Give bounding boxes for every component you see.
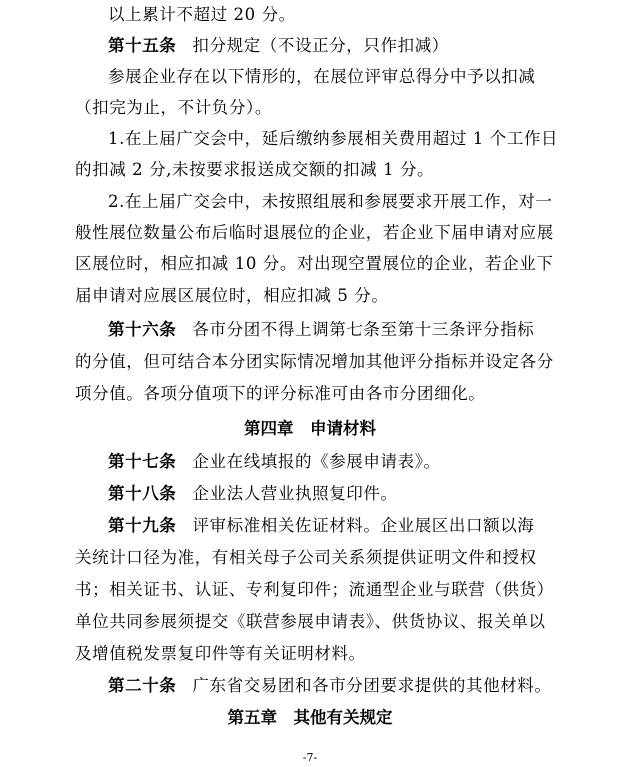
text-line: 的扣减 2 分,未按要求报送成交额的扣减 1 分。 bbox=[75, 160, 435, 179]
article-18 bbox=[108, 483, 547, 505]
text-line: 区展位时，相应扣减 10 分。对出现空置展位的企业，若企业下 bbox=[75, 254, 554, 273]
article-text: 企业法人营业执照复印件。 bbox=[192, 484, 398, 503]
chapter-heading: 第五章 其他有关规定 bbox=[227, 708, 393, 727]
article-title: 第十六条 bbox=[108, 320, 177, 339]
text-line: 1.在上届广交会中，延后缴纳参展相关费用超过 1 个工作日 bbox=[108, 129, 559, 148]
article-text: 扣分规定（不设正分，只作扣减） bbox=[192, 36, 449, 55]
article-text: 广东省交易团和各市分团要求提供的其他材料。 bbox=[192, 676, 552, 695]
text-line: 参展企业存在以下情形的，在展位评审总得分中予以扣减 bbox=[108, 67, 536, 86]
article-16 bbox=[108, 319, 547, 341]
article-title: 第十七条 bbox=[108, 452, 177, 471]
article-19 bbox=[108, 515, 547, 537]
text-line: 书；相关证书、认证、专利复印件；流通型企业与联营（供货） bbox=[75, 580, 554, 599]
text-line: 及增值税发票复印件等有关证明材料。 bbox=[75, 644, 366, 663]
text-line: 项分值。各项分值项下的评分标准可由各市分团细化。 bbox=[75, 384, 486, 403]
article-17 bbox=[108, 451, 547, 473]
article-text: 各市分团不得上调第七条至第十三条评分指标 bbox=[192, 320, 535, 339]
text-line: 的分值，但可结合本分团实际情况增加其他评分指标并设定各分 bbox=[75, 352, 554, 371]
text-line: 以上累计不超过 20 分。 bbox=[108, 5, 296, 24]
article-title: 第十八条 bbox=[108, 484, 177, 503]
article-20 bbox=[108, 675, 552, 697]
text-line: 关统计口径为准，有相关母子公司关系须提供证明文件和授权 bbox=[75, 548, 537, 567]
chapter-heading: 第四章 申请材料 bbox=[244, 419, 376, 438]
article-title: 第十五条 bbox=[108, 36, 177, 55]
article-title: 第十九条 bbox=[108, 516, 177, 535]
page-number: -7- bbox=[302, 751, 318, 764]
text-line: 般性展位数量公布后临时退展位的企业，若企业下届申请对应展 bbox=[75, 223, 554, 242]
text-line: 2.在上届广交会中，未按照组展和参展要求开展工作，对一 bbox=[108, 192, 553, 211]
text-line: 届申请对应展区展位时，相应扣减 5 分。 bbox=[75, 286, 389, 305]
text-line: （扣完为止，不计负分）。 bbox=[75, 98, 272, 117]
article-text: 企业在线填报的《参展申请表》。 bbox=[192, 452, 441, 471]
article-text: 评审标准相关佐证材料。企业展区出口额以海 bbox=[192, 516, 535, 535]
article-title: 第二十条 bbox=[108, 676, 177, 695]
text-line: 单位共同参展须提交《联营参展申请表》、供货协议、报关单以 bbox=[75, 612, 546, 631]
article-15 bbox=[108, 35, 547, 57]
